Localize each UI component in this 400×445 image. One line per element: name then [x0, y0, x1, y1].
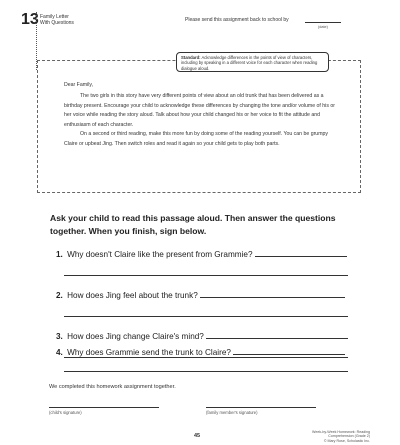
page-number: 13 [21, 11, 39, 28]
section-label [40, 14, 74, 26]
question-text: Why does Grammie send the trunk to Claire? [67, 348, 231, 357]
date-field[interactable] [305, 22, 341, 23]
completion-statement: We completed this homework assignment together. [49, 384, 176, 390]
section-label-line1: Family Letter [40, 14, 69, 20]
footer-credit-line2: © Mary Rose, Scholastic Inc. [323, 438, 370, 443]
send-back-instruction: Please send this assignment back to school by [185, 17, 289, 23]
question-3 [56, 332, 348, 341]
section-label-line2: With Questions [40, 20, 74, 26]
family-signature-field[interactable] [206, 407, 316, 408]
question-text: How does Jing feel about the trunk? [67, 291, 198, 300]
question-text: How does Jing change Claire's mind? [67, 332, 204, 341]
date-caption: (date) [318, 25, 328, 29]
question-number: 1. [56, 250, 63, 259]
answer-field-inline[interactable] [206, 332, 348, 339]
answer-line[interactable] [64, 275, 348, 276]
footer-credit-line1: Week-by-Week Homework: Reading Comprehension (Grade 2) [312, 430, 370, 439]
question-number: 4. [56, 348, 63, 357]
family-signature-caption: (family member's signature) [206, 410, 258, 415]
question-4 [56, 348, 345, 357]
letter-paragraph-2: On a second or third reading, make this more fun by doing some of the reading yourself. You can be grumpy Claire or upbeat Jing. Then switch roles and read it again so your child gets to play both parts. [64, 131, 328, 147]
question-number: 3. [56, 332, 63, 341]
letter-paragraph-1: The two girls in this story have very different points of view about an old trunk that has been delivered as a birthday present. Encourage your child to acknowledge these differences by changing the tone and/or volume of his or her voice while reading the story aloud. Talk about how your child changed his or her voice to fit the attitude and enthusiasm of each character. [64, 93, 335, 128]
letter-greeting: Dear Family, [64, 82, 94, 88]
question-text: Why doesn't Claire like the present from Grammie? [67, 250, 253, 259]
answer-field-inline[interactable] [200, 291, 345, 298]
footer-credit [290, 430, 370, 443]
question-1 [56, 250, 347, 259]
child-signature-field[interactable] [49, 407, 159, 408]
footer-page-number: 45 [194, 433, 201, 439]
question-2 [56, 291, 345, 300]
instructions-heading: Ask your child to read this passage aloud. Then answer the questions together. When you finish, sign below. [50, 213, 336, 236]
child-signature-caption: (child's signature) [49, 410, 82, 415]
question-number: 2. [56, 291, 63, 300]
answer-field-inline[interactable] [255, 250, 347, 257]
standard-callout [176, 52, 329, 72]
answer-field-inline[interactable] [233, 348, 345, 355]
letter-body [64, 92, 342, 149]
answer-line[interactable] [64, 316, 348, 317]
answer-line[interactable] [64, 371, 348, 372]
answer-line[interactable] [64, 357, 348, 358]
standard-label: Standard: [181, 55, 201, 60]
standard-text: Acknowledge differences in the points of view of characters, including by speaking in a different voice for each character when reading dialogue aloud. [181, 55, 318, 71]
